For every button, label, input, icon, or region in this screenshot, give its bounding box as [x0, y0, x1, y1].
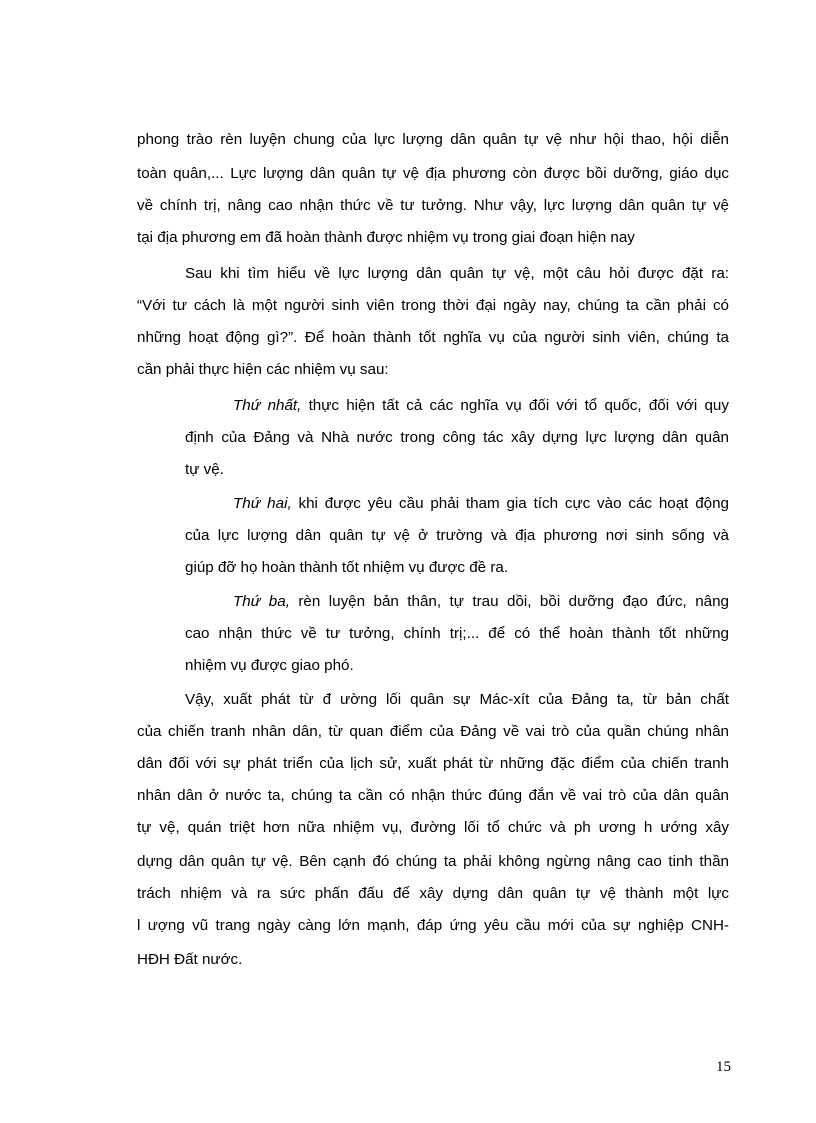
- list-item-lead: Thứ hai,: [233, 495, 292, 512]
- list-item-text: rèn luyện bản thân, tự trau dồi, bồi dưỡng đạo đức, nâng: [289, 593, 730, 610]
- list-item-line: cao nhận thức về tư tưởng, chính trị;... để có thể hoàn thành tốt những: [185, 625, 729, 642]
- paragraph-line: trách nhiệm và ra sức phấn đấu để xây dựng dân quân tự vệ thành một lực: [137, 885, 729, 902]
- paragraph-line: về chính trị, nâng cao nhận thức về tư tưởng. Như vậy, lực lượng dân quân tự vệ: [137, 197, 729, 214]
- paragraph-line: l ượng vũ trang ngày càng lớn mạnh, đáp ứng yêu cầu mới của sự nghiệp CNH-: [137, 917, 729, 934]
- paragraph-line: dựng dân quân tự vệ. Bên cạnh đó chúng ta phải không ngừng nâng cao tinh thần: [137, 853, 729, 870]
- paragraph-line: những hoạt động gì?”. Để hoàn thành tốt nghĩa vụ của người sinh viên, chúng ta: [137, 329, 729, 346]
- list-item-lead: Thứ nhất,: [233, 397, 302, 414]
- paragraph-line: HĐH Đất nước.: [137, 951, 243, 968]
- paragraph-line: “Với tư cách là một người sinh viên trong thời đại ngày nay, chúng ta cần phải có: [137, 297, 729, 314]
- paragraph-line: Sau khi tìm hiểu về lực lượng dân quân tự vệ, một câu hỏi được đặt ra:: [185, 265, 729, 282]
- list-item-text: thực hiện tất cả các nghĩa vụ đối với tổ quốc, đối với quy: [301, 397, 729, 414]
- paragraph-line: của chiến tranh nhân dân, từ quan điểm của Đảng về vai trò của quần chúng nhân: [137, 723, 729, 740]
- paragraph-line: toàn quân,... Lực lượng dân quân tự vệ địa phương còn được bồi dưỡng, giáo dục: [137, 165, 729, 182]
- list-item-line: định của Đảng và Nhà nước trong công tác xây dựng lực lượng dân quân: [185, 429, 729, 446]
- paragraph-line: Vậy, xuất phát từ đ ường lối quân sự Mác-xít của Đảng ta, từ bản chất: [185, 691, 729, 708]
- list-item-first-line: [233, 396, 729, 416]
- paragraph-line: phong trào rèn luyện chung của lực lượng dân quân tự vệ như hội thao, hội diễn: [137, 131, 729, 148]
- list-item-line: tự vệ.: [185, 461, 224, 478]
- list-item-text: khi được yêu cầu phải tham gia tích cực vào các hoạt động: [291, 495, 729, 512]
- paragraph-line: dân đối với sự phát triển của lịch sử, xuất phát từ những đặc điểm của chiến tranh: [137, 755, 729, 772]
- list-item-line: của lực lượng dân quân tự vệ ở trường và địa phương nơi sinh sống và: [185, 527, 729, 544]
- paragraph-line: tự vệ, quán triệt hơn nữa nhiệm vụ, đường lối tổ chức và ph ương h ướng xây: [137, 819, 729, 836]
- paragraph-line: nhân dân ở nước ta, chúng ta cần có nhận thức đúng đắn về vai trò của dân quân: [137, 787, 729, 804]
- page-number: 15: [716, 1059, 731, 1075]
- list-item-line: giúp đỡ họ hoàn thành tốt nhiệm vụ được đề ra.: [185, 559, 509, 576]
- list-item-line: nhiệm vụ được giao phó.: [185, 657, 354, 674]
- paragraph-line: tại địa phương em đã hoàn thành được nhiệm vụ trong giai đoạn hiện nay: [137, 229, 635, 246]
- list-item-first-line: [233, 592, 729, 612]
- list-item-first-line: [233, 494, 729, 514]
- paragraph-line: cần phải thực hiện các nhiệm vụ sau:: [137, 361, 389, 378]
- list-item-lead: Thứ ba,: [233, 593, 290, 610]
